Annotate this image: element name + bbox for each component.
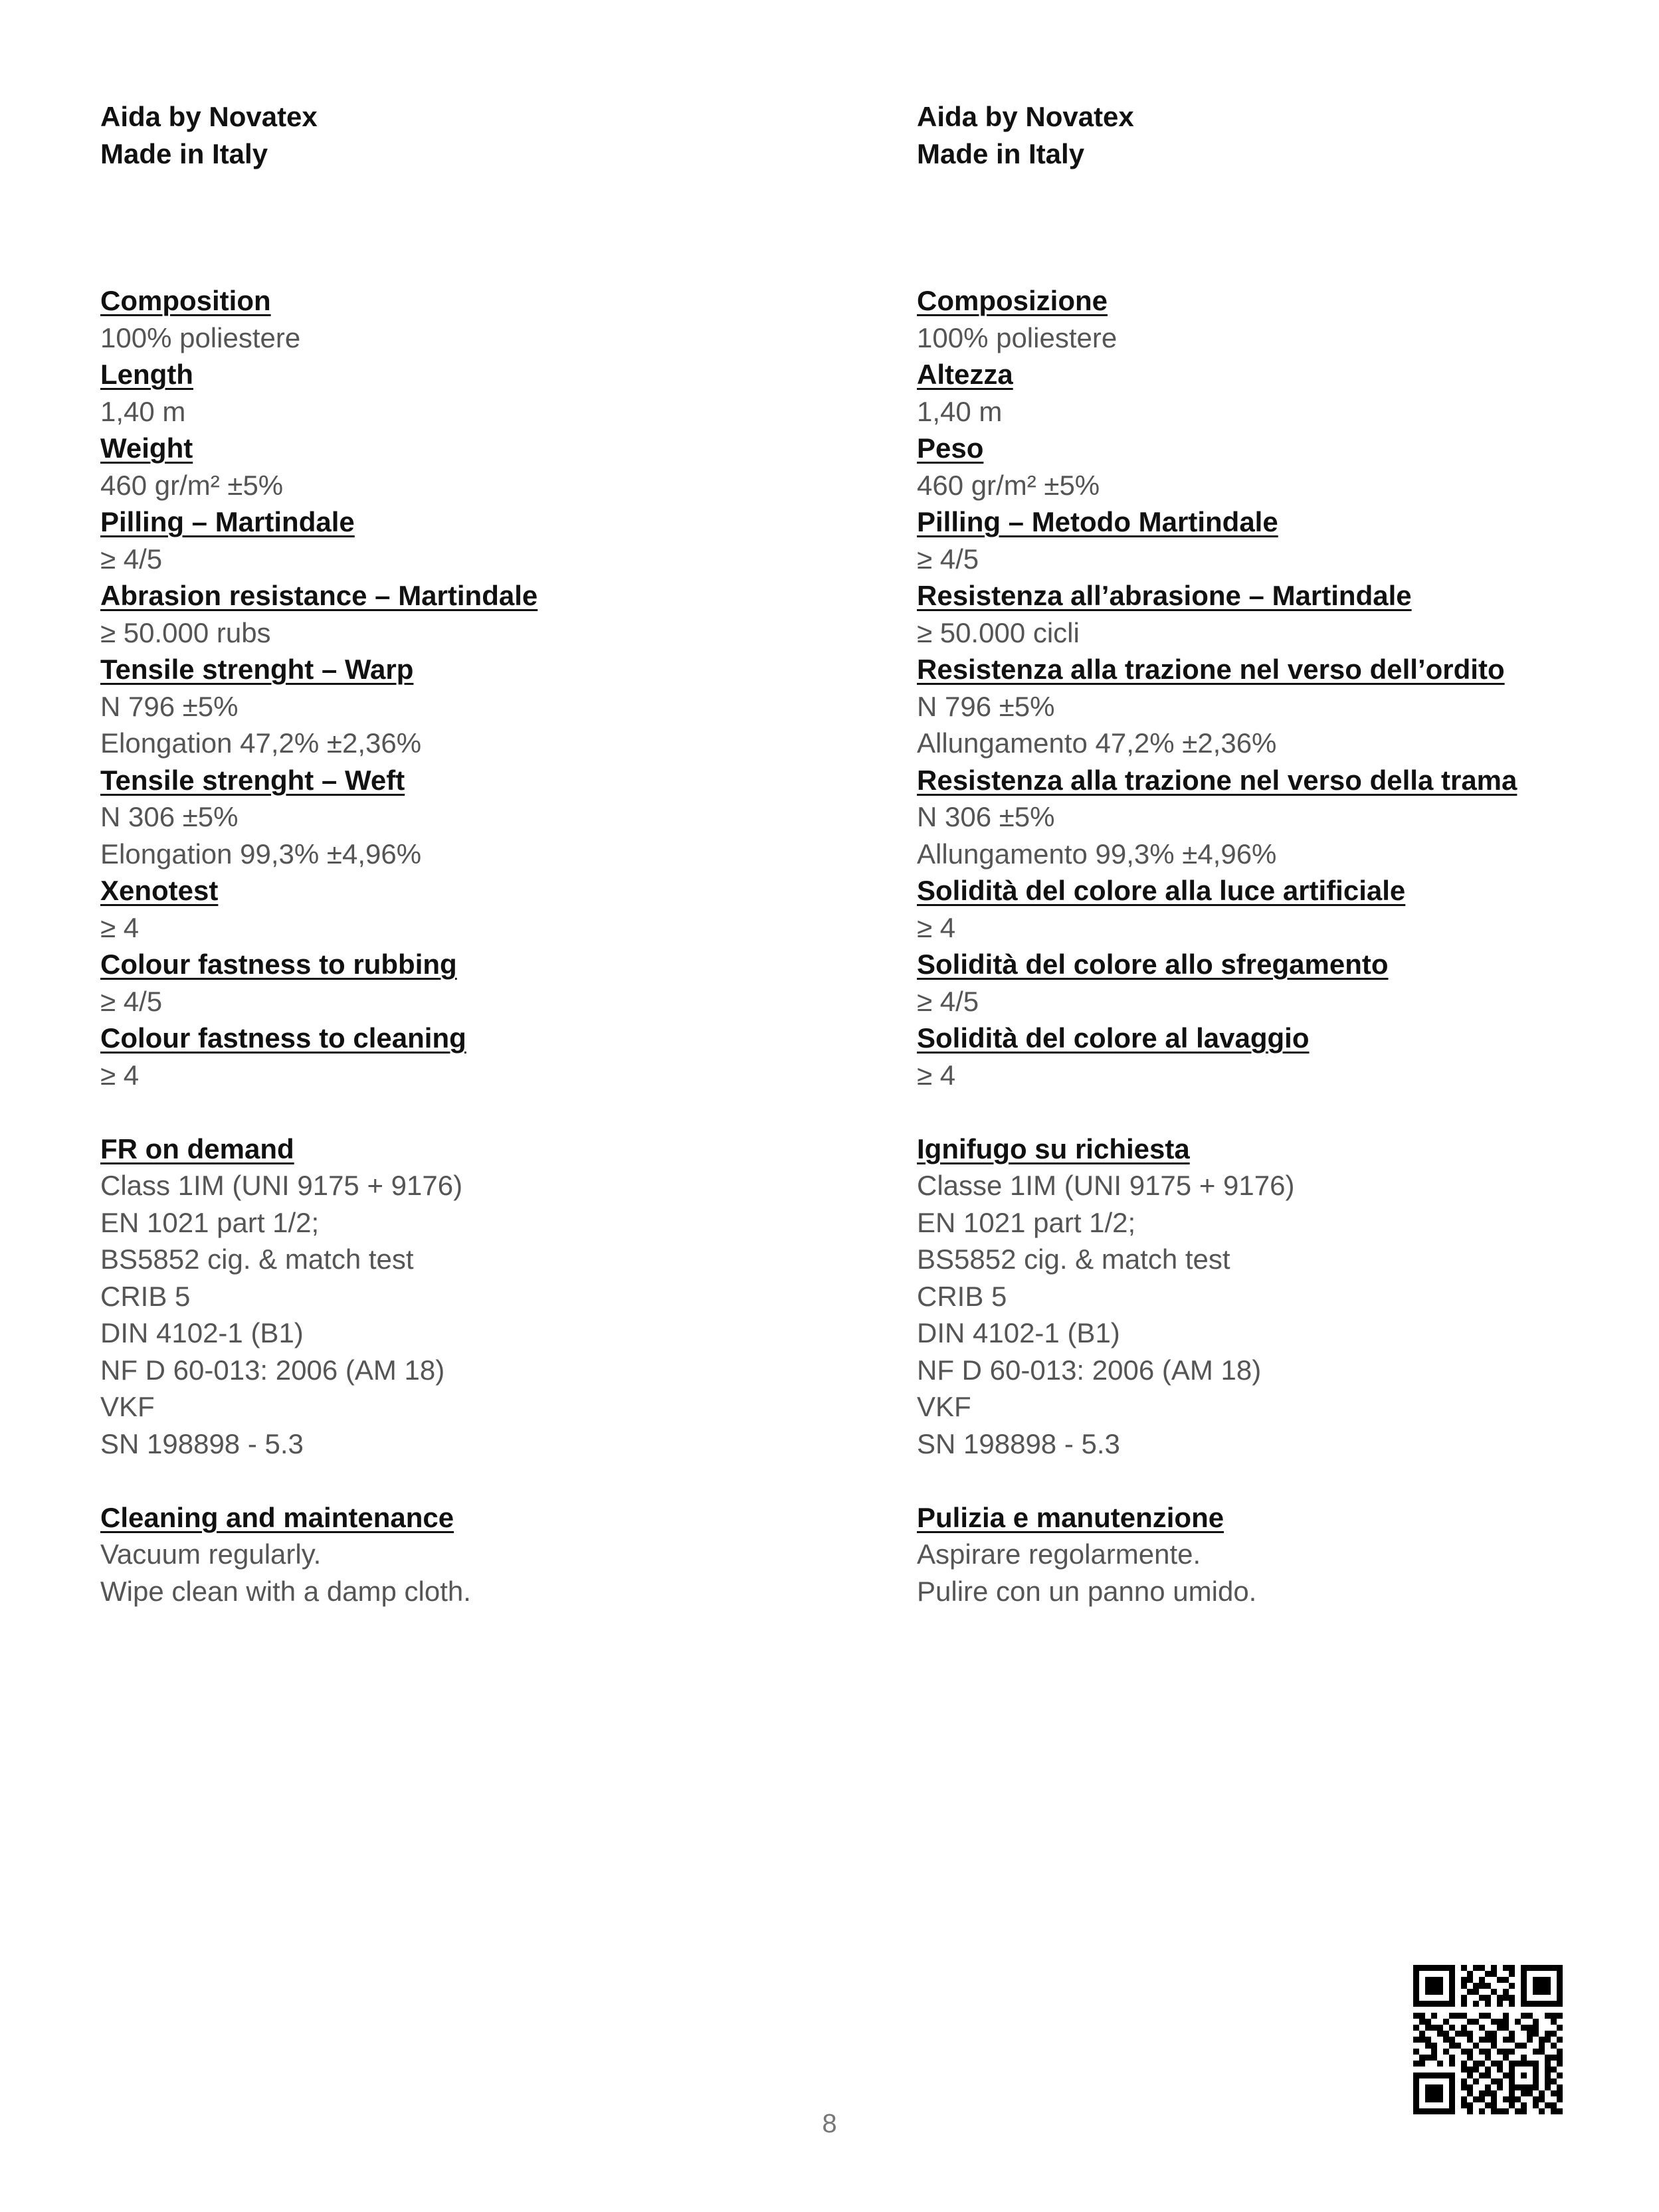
fr-value: VKF <box>100 1391 155 1422</box>
spec-label: Pilling – Metodo Martindale <box>917 506 1278 537</box>
cleaning-value: Aspirare regolarmente. <box>917 1538 1201 1570</box>
spec-label: Resistenza all’abrasione – Martindale <box>917 580 1412 611</box>
fr-value: EN 1021 part 1/2; <box>100 1206 320 1238</box>
spec-list <box>917 282 1648 1093</box>
fr-value: DIN 4102-1 (B1) <box>100 1317 304 1348</box>
cleaning-section <box>917 1499 1648 1610</box>
spec-value: Allungamento 47,2% ±2,36% <box>917 727 1277 759</box>
spec-label: Tensile strenght – Warp <box>100 654 414 685</box>
cleaning-value: Vacuum regularly. <box>100 1538 322 1570</box>
spec-value: N 796 ±5% <box>100 690 239 722</box>
fr-value: DIN 4102-1 (B1) <box>917 1317 1120 1348</box>
spec-label: Solidità del colore allo sfregamento <box>917 949 1389 980</box>
spec-value: ≥ 4 <box>917 1059 956 1091</box>
origin: Made in Italy <box>917 138 1085 169</box>
spec-label: Weight <box>100 432 193 464</box>
spec-label: Pilling – Martindale <box>100 506 355 537</box>
spec-value: ≥ 4/5 <box>100 985 163 1017</box>
fr-value: BS5852 cig. & match test <box>917 1244 1230 1275</box>
cleaning-value: Wipe clean with a damp cloth. <box>100 1575 471 1607</box>
spec-value: 460 gr/m² ±5% <box>100 469 284 501</box>
fr-section <box>917 1131 1648 1463</box>
fr-value: BS5852 cig. & match test <box>100 1244 414 1275</box>
spec-value: N 306 ±5% <box>917 801 1055 832</box>
spec-value: Allungamento 99,3% ±4,96% <box>917 838 1277 870</box>
spec-value: ≥ 4 <box>917 911 956 943</box>
spec-list <box>100 282 864 1093</box>
spec-label: Xenotest <box>100 875 219 906</box>
spec-value: ≥ 50.000 rubs <box>100 616 271 648</box>
fr-label: Ignifugo su richiesta <box>917 1133 1190 1164</box>
fr-section <box>100 1131 864 1463</box>
spec-value: ≥ 4/5 <box>917 543 979 575</box>
fr-value: CRIB 5 <box>917 1280 1007 1312</box>
italian-column <box>917 98 1648 1610</box>
spec-label: Resistenza alla trazione nel verso dell’ordito <box>917 654 1505 685</box>
fr-value: CRIB 5 <box>100 1280 191 1312</box>
spec-value: 1,40 m <box>917 395 1003 427</box>
spec-value: ≥ 4/5 <box>100 543 163 575</box>
origin: Made in Italy <box>100 138 268 169</box>
spec-label: Composizione <box>917 285 1108 316</box>
spec-value: 100% poliestere <box>100 322 301 353</box>
brand-name: Aida by Novatex <box>917 101 1134 132</box>
spec-label: Colour fastness to cleaning <box>100 1022 466 1054</box>
fr-value: EN 1021 part 1/2; <box>917 1206 1136 1238</box>
spec-value: ≥ 4 <box>100 1059 140 1091</box>
fr-value: SN 198898 - 5.3 <box>917 1428 1120 1459</box>
fr-label: FR on demand <box>100 1133 294 1164</box>
spec-value: Elongation 99,3% ±4,96% <box>100 838 422 870</box>
cleaning-label: Cleaning and maintenance <box>100 1501 454 1533</box>
spec-label: Peso <box>917 432 984 464</box>
fr-value: VKF <box>917 1391 971 1422</box>
english-column <box>100 98 864 1610</box>
page-number: 8 <box>822 2109 837 2138</box>
cleaning-section <box>100 1499 864 1610</box>
cleaning-value: Pulire con un panno umido. <box>917 1575 1257 1607</box>
qr-code-icon[interactable] <box>1413 1965 1563 2114</box>
spec-label: Length <box>100 359 193 390</box>
spec-value: Elongation 47,2% ±2,36% <box>100 727 422 759</box>
spec-label: Tensile strenght – Weft <box>100 764 405 796</box>
fr-value: NF D 60-013: 2006 (AM 18) <box>100 1354 445 1386</box>
fr-value: Classe 1IM (UNI 9175 + 9176) <box>917 1170 1295 1201</box>
spec-label: Composition <box>100 285 271 316</box>
spec-value: N 306 ±5% <box>100 801 239 832</box>
brand-name: Aida by Novatex <box>100 101 318 132</box>
spec-value: 1,40 m <box>100 395 186 427</box>
fr-value: SN 198898 - 5.3 <box>100 1428 304 1459</box>
spec-value: ≥ 4 <box>100 911 140 943</box>
cleaning-label: Pulizia e manutenzione <box>917 1501 1224 1533</box>
spec-label: Altezza <box>917 359 1013 390</box>
spec-value: ≥ 50.000 cicli <box>917 616 1080 648</box>
spec-value: 100% poliestere <box>917 322 1118 353</box>
spec-value: ≥ 4/5 <box>917 985 979 1017</box>
fr-value: NF D 60-013: 2006 (AM 18) <box>917 1354 1262 1386</box>
spec-value: 460 gr/m² ±5% <box>917 469 1100 501</box>
spec-label: Resistenza alla trazione nel verso della trama <box>917 764 1517 796</box>
spec-label: Colour fastness to rubbing <box>100 949 457 980</box>
spec-value: N 796 ±5% <box>917 690 1055 722</box>
spec-label: Abrasion resistance – Martindale <box>100 580 538 611</box>
spec-label: Solidità del colore alla luce artificiale <box>917 875 1406 906</box>
fr-value: Class 1IM (UNI 9175 + 9176) <box>100 1170 463 1201</box>
spec-label: Solidità del colore al lavaggio <box>917 1022 1310 1054</box>
